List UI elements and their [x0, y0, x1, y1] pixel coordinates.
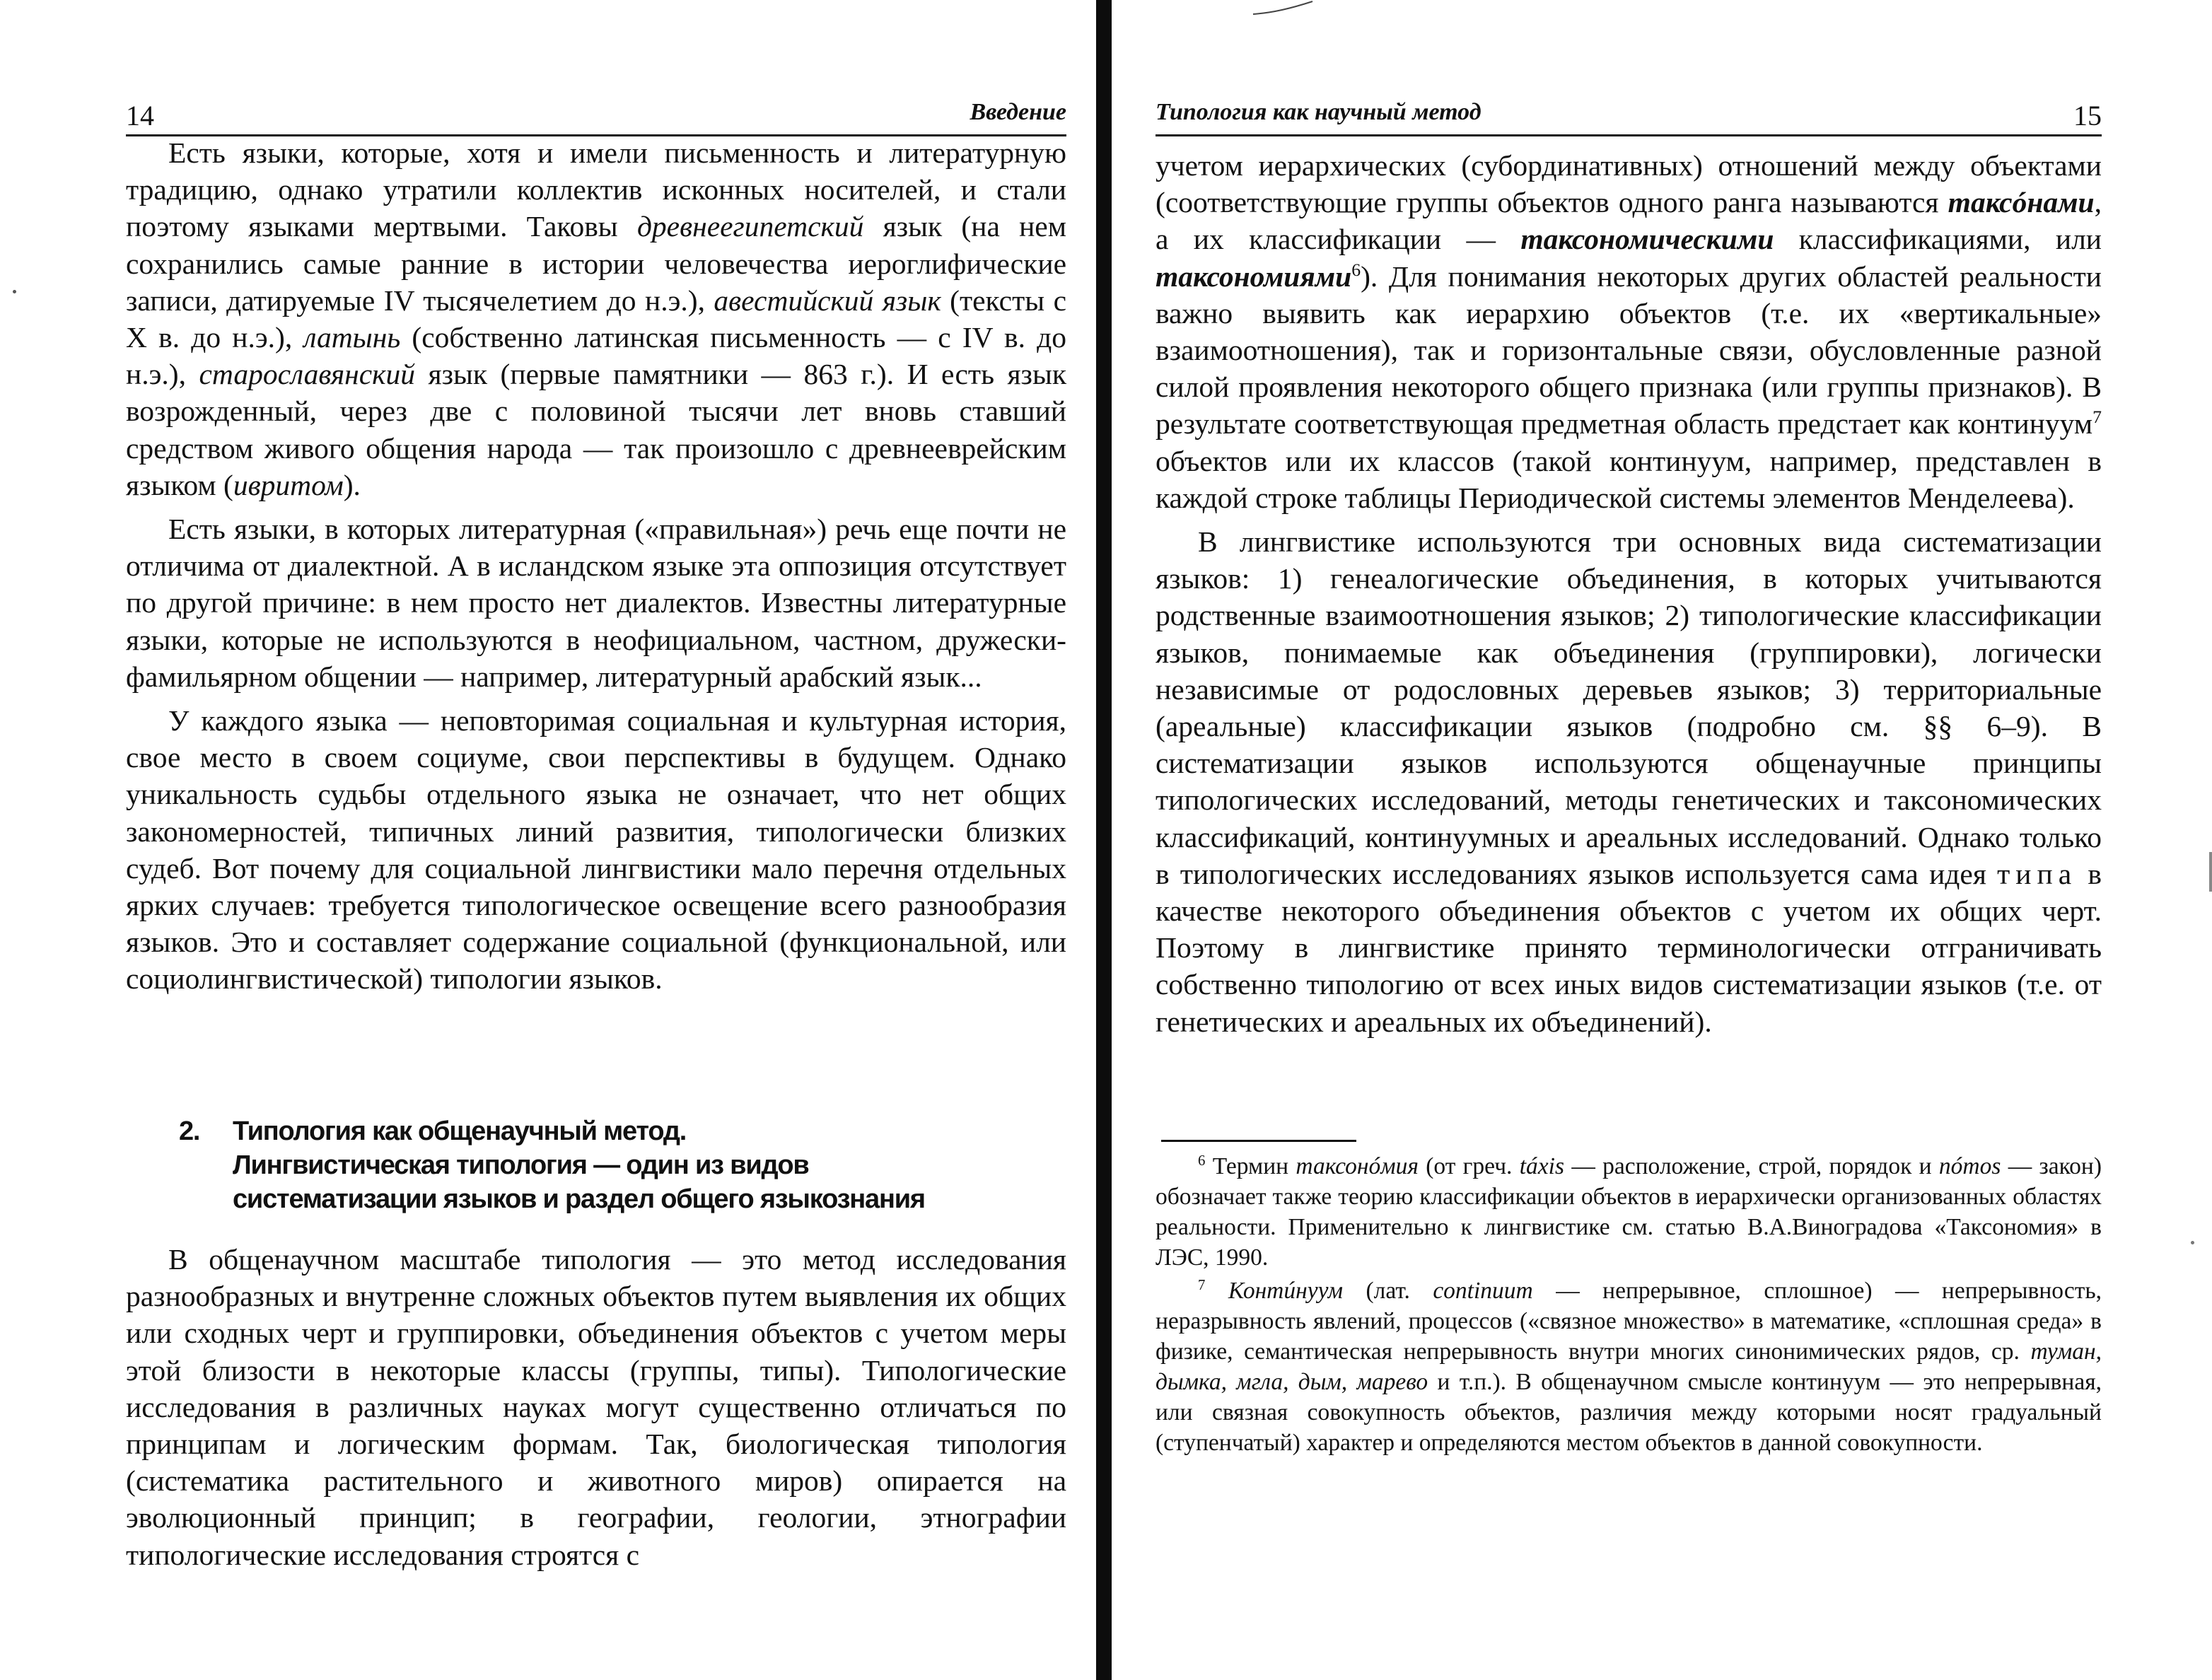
italic-term: nómos — [1938, 1153, 2001, 1179]
running-title: Введение — [970, 99, 1066, 125]
bold-term: таксономическими — [1520, 223, 1774, 256]
page-number: 15 — [2073, 100, 2102, 132]
footnote: $^6$ Термин таксонóмия (от греч. táxis — расположение, строй, порядок и nómos — закон) обозначает также теорию классификации объектов в иерархически организованных областях реальности. Применительно к лингвистике см. статью В.А.Виноградова «Таксономия» в ЛЭС, 1990. — [1156, 1152, 2102, 1271]
body-text — [1156, 147, 2102, 1047]
italic-term: continuum — [1433, 1278, 1533, 1304]
italic-term: táxis — [1519, 1153, 1565, 1179]
left-page-header — [126, 99, 1066, 136]
footnote-number: 6 — [1198, 1152, 1206, 1169]
paragraph: учетом иерархических (субординативных) отношений между объектами (соответствующие группы объектов одного ранга называются таксóнами, а их классификации — таксономическими классификациями, или таксономиями$^6$). Для понимания некоторых других областей реальности важно выявить как иерархию объектов (т.е. их «вертикальные» взаимоотношения), так и горизонтальные связи, обусловленные разной силой проявления некоторого общего признака (или группы признаков). В результате соответствующая предметная область предстает как континуум$^7$ объектов или их классов (такой континуум, например, представлен в каждой строке таблицы Периодической системы элементов Менделеева). — [1156, 149, 2102, 514]
paragraph: Есть языки, которые, хотя и имели письменность и литературную традицию, однако утратили коллектив исконных носителей, и стали поэтому языками мертвыми. Таковы древнеегипетский язык (на нем сохранились самые ранние в истории человечества иероглифические записи, датируемые IV тысячелетием до н.э.), авестийский язык (тексты с X в. до н.э.), латынь (собственно латинская письменность — с IV в. до н.э.), старославянский язык (первые памятники — 863 г.). И есть язык возрожденный, через две с половиной тысячи лет вновь ставший средством живого общения народа — так произошло с древнееврейским языком (ивритом). — [126, 136, 1066, 501]
italic-term: ивритом — [233, 468, 344, 501]
paragraph: В общенаучном масштабе типология — это метод исследования разнообразных и внутренне сложных объектов путем выявления их общих или сходных черт и группировки, объединения объектов с учетом меры этой близости в некоторые классы (группы, типы). Типологические исследования в различных науках могут существенно отличаться по принципам и логическим формам. Так, биологическая типология (систематика растительного и животного миров) опирается на эволюционный принцип; в географии, геологии, этнографии типологические исследования строятся с — [126, 1243, 1066, 1571]
section-title-line: Лингвистическая типология — один из видов — [233, 1150, 809, 1180]
italic-term: таксонóмия — [1296, 1153, 1419, 1179]
bold-term: таксономиями — [1156, 259, 1352, 293]
section-title-line: систематизации языков и раздел общего языкознания — [233, 1184, 925, 1214]
section-body-text — [126, 1241, 1066, 1580]
footnote-ref: 6 — [1351, 259, 1361, 280]
italic-term: авестийский язык — [714, 284, 941, 317]
italic-term: старославянский — [199, 358, 416, 391]
footnote-number: 7 — [1198, 1276, 1206, 1293]
spaced-term: типа — [1997, 857, 2078, 890]
bold-term: таксóнами — [1948, 186, 2095, 219]
section-title-line: Типология как общенаучный метод. — [233, 1116, 687, 1146]
left-page — [0, 0, 1100, 1680]
italic-term: туман, дымка, мгла, дым, марево — [1156, 1338, 2102, 1395]
paragraph: Есть языки, в которых литературная («правильная») речь еще почти не отличима от диалектной. А в исландском языке эта оппозиция отсутствует по другой причине: в нем просто нет диалектов. Известны литературные языки, которые не используются в неофициальном, частном, дружески-фамильярном общении — например, литературный арабский язык... — [126, 513, 1066, 693]
footnote-rule — [1161, 1140, 1356, 1142]
paragraph: В лингвистике используются три основных вида систематизации языков: 1) генеалогические объединения, в которых учитываются родственные взаимоотношения языков; 2) типологические классификации языков, понимаемые как объединения (группировки), логически независимые от родословных деревьев языков; 3) территориальные (ареальные) классификации языков (подробно см. §§ 6–9). В систематизации языков используются общенаучные принципы типологических исследований, методы генетических и таксономических классификаций, континуумных и ареальных исследований. Однако только в типологических исследованиях языков используется сама идея типа в качестве некоторого объединения объектов с учетом их общих черт. Поэтому в лингвистике принято терминологически отграничивать собственно типологию от всех иных видов систематизации языков (т.е. от генетических и ареальных их объединений). — [1156, 525, 2102, 1038]
italic-term: латынь — [303, 321, 401, 354]
body-text — [126, 134, 1066, 1005]
paragraph: У каждого языка — неповторимая социальная и культурная история, свое место в своем социуме, свои перспективы в будущем. Однако уникальность судьбы отдельного языка не означает, что нет общих закономерностей, типичных линий развития, типологически близких судеб. Вот почему для социальной лингвистики мало перечня отдельных ярких случаев: требуется типологическое освещение всего разнообразия языков. Это и составляет содержание социальной (функциональной, или социолингвистической) типологии языков. — [126, 704, 1066, 996]
section-number: 2. — [179, 1116, 200, 1146]
italic-term: древнеегипетский — [636, 210, 864, 243]
footnotes — [1156, 1151, 2102, 1461]
footnote: $^7$ Контúнуум (лат. continuum — непрерывное, сплошное) — непрерывность, неразрывность явлений, процессов («связное множество» в математике, «сплошная среда» в физике, семантическая непрерывность внутри многих синонимических рядов, ср. туман, дымка, мгла, дым, марево и т.п.). В общенаучном смысле континуум — это непрерывная, или связная совокупность объектов, различия между которыми носят градуальный (ступенчатый) характер и определяются местом объектов в данной совокупности. — [1156, 1276, 2102, 1456]
running-title: Типология как научный метод — [1156, 99, 1482, 125]
footnote-ref: 7 — [2092, 407, 2102, 428]
book-spine — [1096, 0, 1112, 1680]
section-heading — [179, 1114, 1013, 1216]
right-page-header — [1156, 99, 2102, 136]
page-number: 14 — [126, 100, 154, 132]
italic-term: Контúнуум — [1228, 1278, 1344, 1304]
